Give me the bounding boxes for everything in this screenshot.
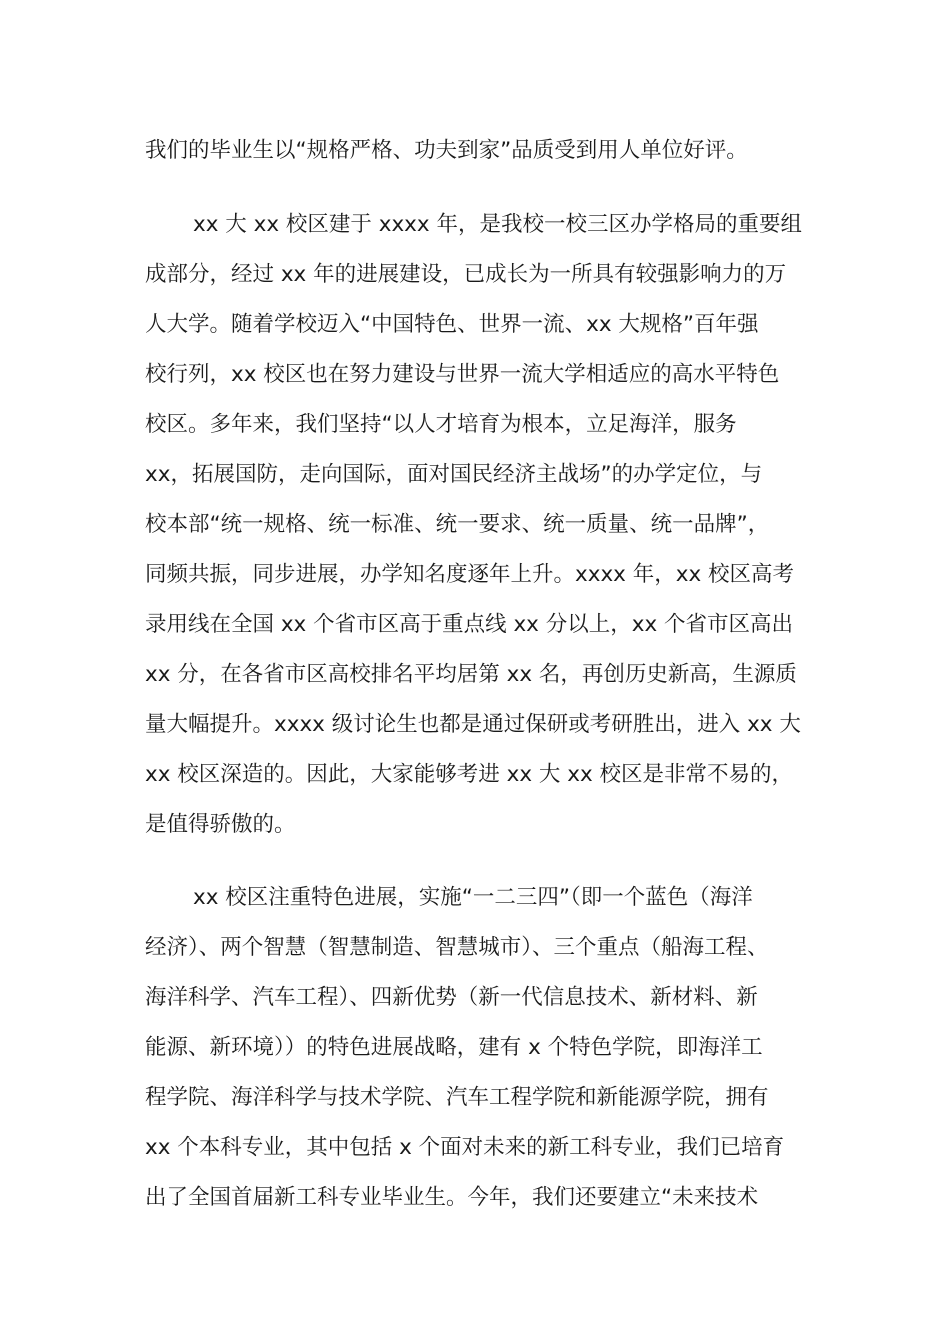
paragraph-3-line-1: xx 校区注重特色进展，实施“一二三四”（即一个蓝色（海洋 — [193, 885, 753, 910]
paragraph-2-line-4: 校行列，xx 校区也在努力建设与世界一流大学相适应的高水平特色 — [145, 362, 780, 387]
paragraph-3-line-5: 程学院、海洋科学与技术学院、汽车工程学院和新能源学院，拥有 — [145, 1085, 769, 1110]
paragraph-2-line-12: xx 校区深造的。因此，大家能够考进 xx 大 xx 校区是非常不易的， — [145, 762, 794, 787]
paragraph-2-line-2: 成部分，经过 xx 年的进展建设，已成长为一所具有较强影响力的万 — [145, 262, 787, 287]
paragraph-2-line-13: 是值得骄傲的。 — [145, 812, 296, 837]
paragraph-2-line-11: 量大幅提升。xxxx 级讨论生也都是通过保研或考研胜出，进入 xx 大 — [145, 712, 801, 737]
paragraph-2-line-7: 校本部“统一规格、统一标准、统一要求、统一质量、统一品牌”， — [145, 512, 770, 537]
paragraph-2-line-9: 录用线在全国 xx 个省市区高于重点线 xx 分以上，xx 个省市区高出 — [145, 612, 794, 637]
paragraph-2-line-8: 同频共振，同步进展，办学知名度逐年上升。xxxx 年，xx 校区高考 — [145, 562, 795, 587]
paragraph-3-line-3: 海洋科学、汽车工程）、四新优势（新一代信息技术、新材料、新 — [145, 985, 758, 1010]
paragraph-2-line-6: xx，拓展国防，走向国际，面对国民经济主战场”的办学定位，与 — [145, 462, 763, 487]
paragraph-1-line-1: 我们的毕业生以“规格严格、功夫到家”品质受到用人单位好评。 — [145, 138, 748, 163]
paragraph-3-line-6: xx 个本科专业，其中包括 x 个面对未来的新工科专业，我们已培育 — [145, 1135, 785, 1160]
paragraph-3-line-7: 出了全国首届新工科专业毕业生。今年，我们还要建立“未来技术 — [145, 1185, 759, 1210]
paragraph-3-line-4: 能源、新环境））的特色进展战略，建有 x 个特色学院，即海洋工 — [145, 1035, 763, 1060]
paragraph-2-line-5: 校区。多年来，我们坚持“以人才培育为根本，立足海洋，服务 — [145, 412, 737, 437]
paragraph-2-line-10: xx 分，在各省市区高校排名平均居第 xx 名，再创历史新高，生源质 — [145, 662, 797, 687]
paragraph-2-line-1: xx 大 xx 校区建于 xxxx 年，是我校一校三区办学格局的重要组 — [193, 212, 802, 237]
paragraph-3-line-2: 经济）、两个智慧（智慧制造、智慧城市）、三个重点（船海工程、 — [145, 935, 769, 960]
paragraph-2-line-3: 人大学。随着学校迈入“中国特色、世界一流、xx 大规格”百年强 — [145, 312, 759, 337]
